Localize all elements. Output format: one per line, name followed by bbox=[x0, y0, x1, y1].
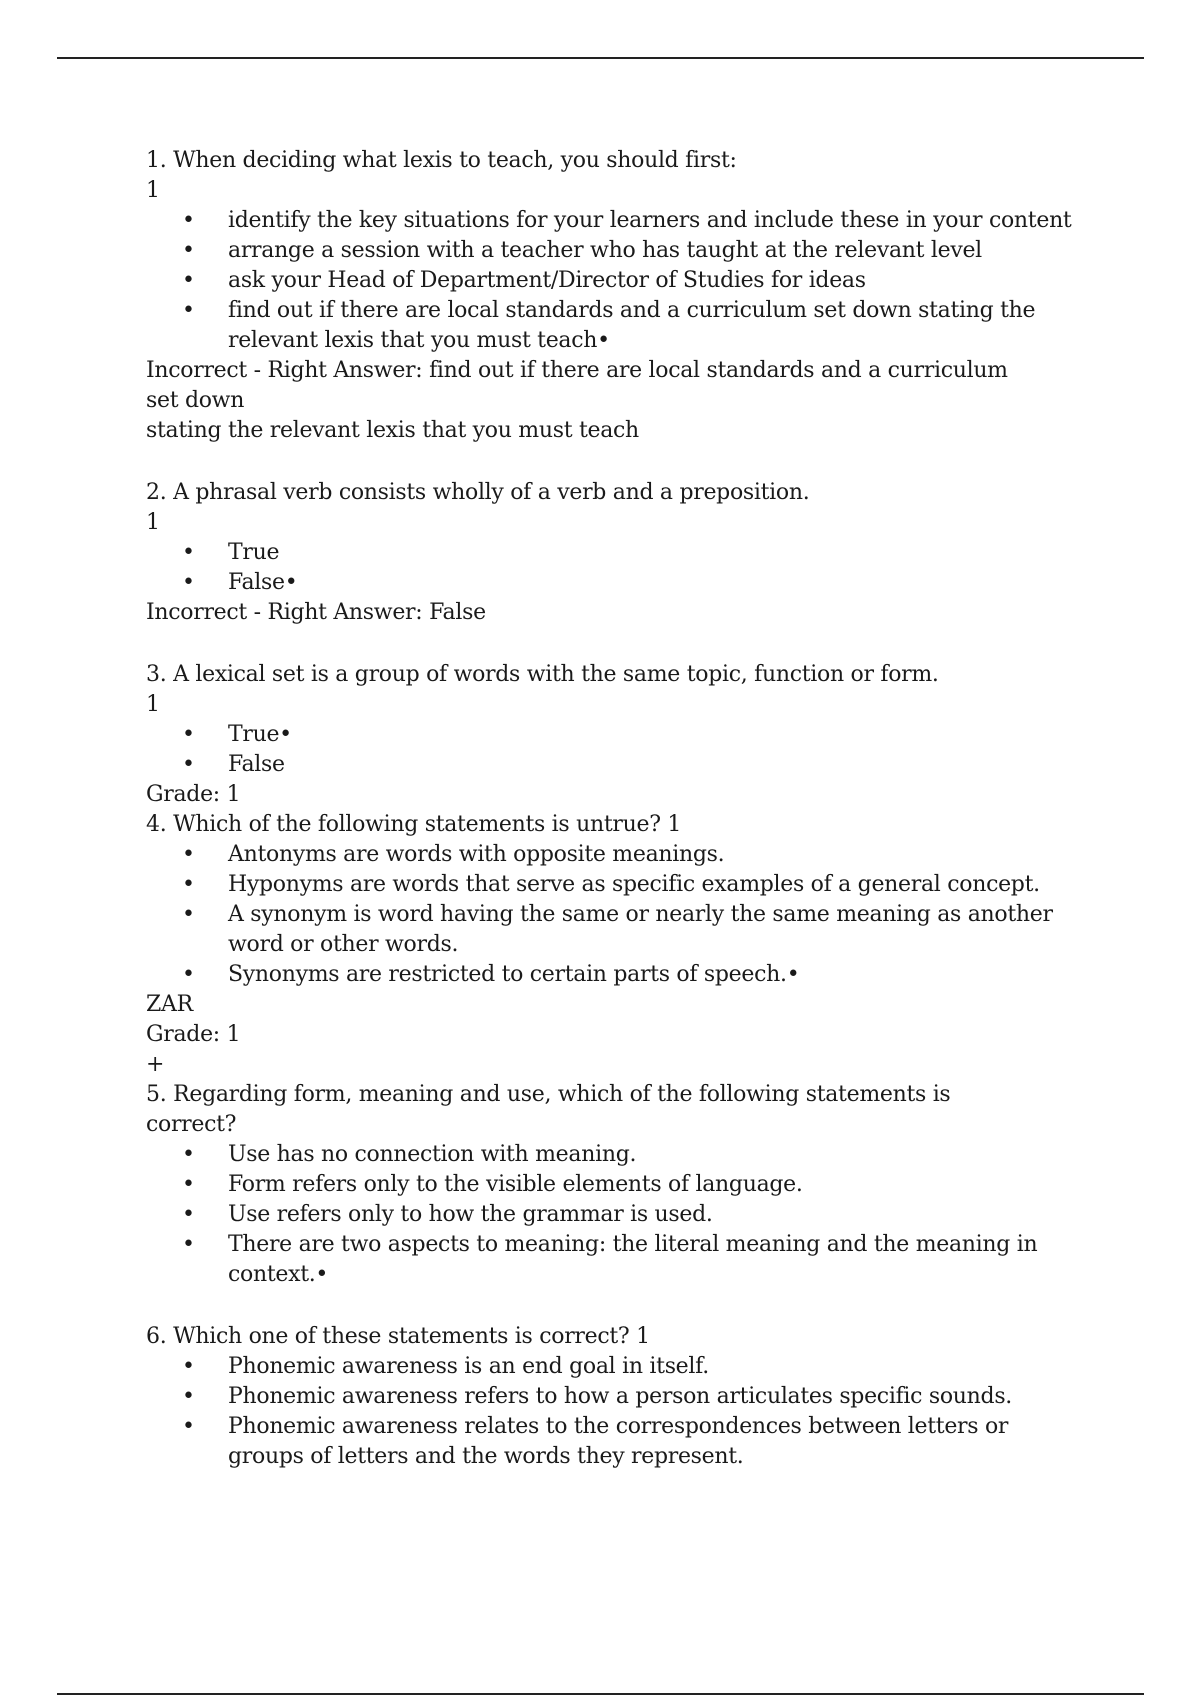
question-1-feedback-cont: set down bbox=[146, 388, 245, 413]
bullet-icon: • bbox=[182, 1172, 195, 1197]
bullet-icon: • bbox=[182, 268, 195, 293]
option-item bbox=[146, 1140, 1076, 1170]
question-1-text: 1. When deciding what lexis to teach, you should first: bbox=[146, 148, 737, 173]
question-1-feedback: Incorrect - Right Answer: find out if there are local standards and a curriculum bbox=[146, 358, 1008, 383]
bullet-icon: • bbox=[182, 298, 195, 323]
option-item bbox=[146, 206, 1076, 236]
bullet-icon: • bbox=[182, 570, 195, 595]
bullet-icon: • bbox=[182, 1384, 195, 1409]
option-item bbox=[146, 720, 1076, 750]
option-text: A synonym is word having the same or nearly the same meaning as another word or other words. bbox=[228, 902, 1053, 957]
option-item bbox=[146, 750, 1076, 780]
option-item bbox=[146, 1412, 1076, 1472]
option-item bbox=[146, 870, 1076, 900]
bullet-icon: • bbox=[182, 540, 195, 565]
question-6 bbox=[146, 1322, 1076, 1472]
question-2-feedback: Incorrect - Right Answer: False bbox=[146, 600, 486, 625]
question-2-text: 2. A phrasal verb consists wholly of a verb and a preposition. bbox=[146, 480, 810, 505]
question-5-text: 5. Regarding form, meaning and use, which of the following statements is bbox=[146, 1082, 951, 1107]
question-4-mark: + bbox=[146, 1052, 165, 1077]
question-5-options bbox=[146, 1140, 1076, 1290]
bullet-icon: • bbox=[182, 962, 195, 987]
option-text: Use has no connection with meaning. bbox=[228, 1142, 637, 1167]
option-text: There are two aspects to meaning: the literal meaning and the meaning in context.• bbox=[228, 1232, 1038, 1287]
option-text: find out if there are local standards and a curriculum set down stating the relevant lexis that you must teach• bbox=[228, 298, 1036, 353]
option-item bbox=[146, 960, 1076, 990]
question-4-note: ZAR bbox=[146, 992, 193, 1017]
bullet-icon: • bbox=[182, 1232, 195, 1257]
bullet-icon: • bbox=[182, 1414, 195, 1439]
option-item bbox=[146, 236, 1076, 266]
question-1-feedback-cont: stating the relevant lexis that you must teach bbox=[146, 418, 639, 443]
option-item bbox=[146, 568, 1076, 598]
option-text: Hyponyms are words that serve as specific examples of a general concept. bbox=[228, 872, 1040, 897]
question-1-points: 1 bbox=[146, 178, 160, 203]
option-item bbox=[146, 840, 1076, 870]
question-3-points: 1 bbox=[146, 692, 160, 717]
option-text: arrange a session with a teacher who has taught at the relevant level bbox=[228, 238, 982, 263]
bullet-icon: • bbox=[182, 722, 195, 747]
bullet-icon: • bbox=[182, 902, 195, 927]
question-4-text: 4. Which of the following statements is untrue? 1 bbox=[146, 812, 682, 837]
option-item bbox=[146, 266, 1076, 296]
option-item bbox=[146, 1382, 1076, 1412]
question-5 bbox=[146, 1080, 1076, 1290]
option-text: Phonemic awareness relates to the correspondences between letters or groups of letters and the words they represent. bbox=[228, 1414, 1009, 1469]
option-item bbox=[146, 1352, 1076, 1382]
option-text: Phonemic awareness is an end goal in itself. bbox=[228, 1354, 709, 1379]
option-item bbox=[146, 900, 1076, 960]
option-text: Use refers only to how the grammar is used. bbox=[228, 1202, 713, 1227]
question-4 bbox=[146, 810, 1076, 1080]
quiz-page bbox=[146, 146, 1076, 1472]
bottom-rule bbox=[57, 1693, 1144, 1695]
question-4-grade: Grade: 1 bbox=[146, 1022, 241, 1047]
option-text: identify the key situations for your learners and include these in your content bbox=[228, 208, 1072, 233]
option-item bbox=[146, 1170, 1076, 1200]
option-item bbox=[146, 296, 1076, 356]
question-3-options bbox=[146, 720, 1076, 780]
bullet-icon: • bbox=[182, 1142, 195, 1167]
top-rule bbox=[57, 57, 1144, 59]
question-3 bbox=[146, 660, 1076, 810]
option-text: Synonyms are restricted to certain parts of speech.• bbox=[228, 962, 800, 987]
option-text: ask your Head of Department/Director of Studies for ideas bbox=[228, 268, 866, 293]
question-6-text: 6. Which one of these statements is correct? 1 bbox=[146, 1324, 650, 1349]
option-text: False bbox=[228, 752, 285, 777]
question-3-text: 3. A lexical set is a group of words with the same topic, function or form. bbox=[146, 662, 939, 687]
option-text: Form refers only to the visible elements of language. bbox=[228, 1172, 803, 1197]
option-item bbox=[146, 1200, 1076, 1230]
option-item bbox=[146, 538, 1076, 568]
bullet-icon: • bbox=[182, 752, 195, 777]
bullet-icon: • bbox=[182, 842, 195, 867]
question-5-text-cont: correct? bbox=[146, 1112, 237, 1137]
question-2-points: 1 bbox=[146, 510, 160, 535]
option-text: True• bbox=[228, 722, 292, 747]
question-2 bbox=[146, 478, 1076, 628]
bullet-icon: • bbox=[182, 238, 195, 263]
question-3-grade: Grade: 1 bbox=[146, 782, 241, 807]
option-item bbox=[146, 1230, 1076, 1290]
question-2-options bbox=[146, 538, 1076, 598]
option-text: False• bbox=[228, 570, 298, 595]
option-text: Antonyms are words with opposite meanings. bbox=[228, 842, 725, 867]
bullet-icon: • bbox=[182, 208, 195, 233]
option-text: True bbox=[228, 540, 280, 565]
question-4-options bbox=[146, 840, 1076, 990]
bullet-icon: • bbox=[182, 1354, 195, 1379]
option-text: Phonemic awareness refers to how a person articulates specific sounds. bbox=[228, 1384, 1012, 1409]
question-1 bbox=[146, 146, 1076, 446]
bullet-icon: • bbox=[182, 872, 195, 897]
question-1-options bbox=[146, 206, 1076, 356]
bullet-icon: • bbox=[182, 1202, 195, 1227]
question-6-options bbox=[146, 1352, 1076, 1472]
